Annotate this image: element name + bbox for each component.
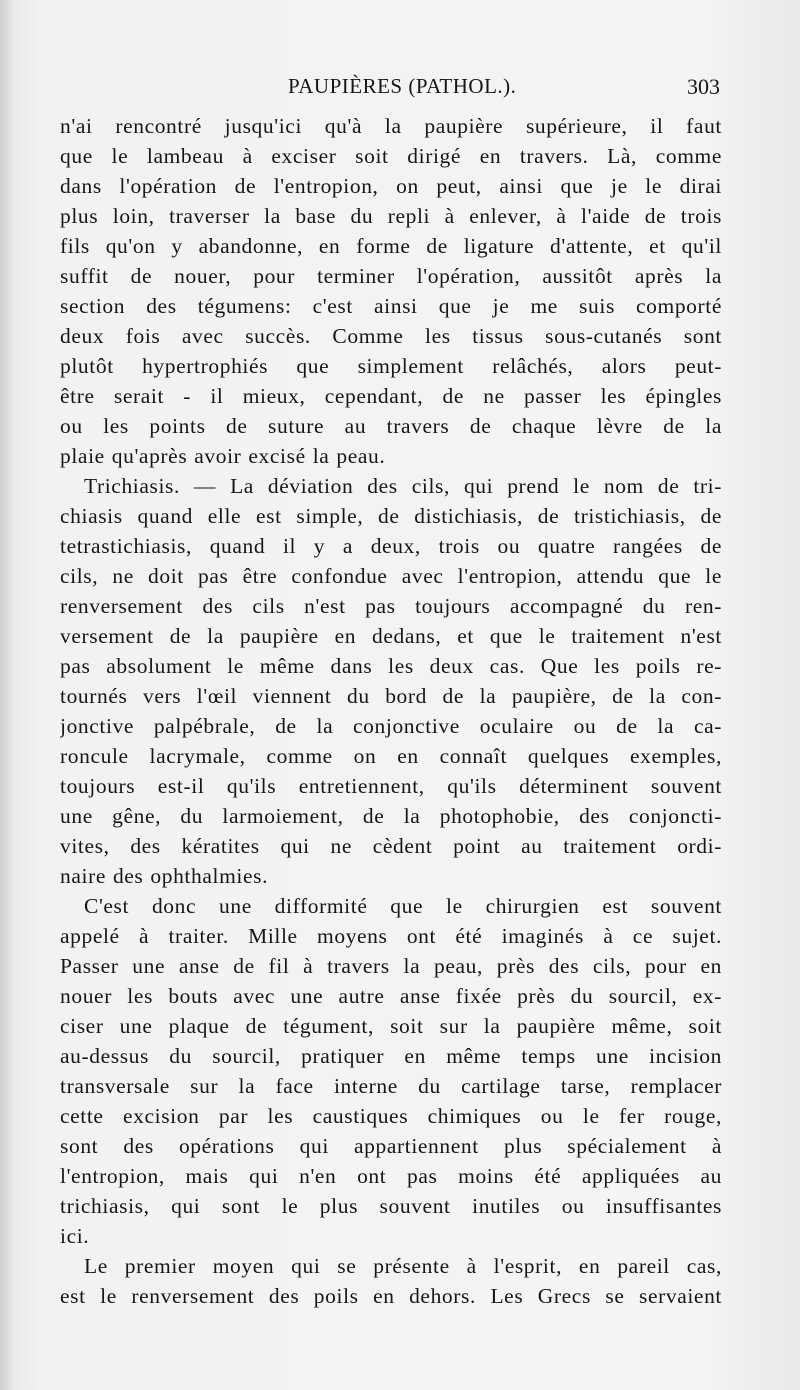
text-line: vites, des kératites qui ne cèdent point au traitement ordi- [60, 834, 722, 858]
text-line: sont des opérations qui appartiennent plus spécialement à [60, 1134, 722, 1158]
binding-shadow [0, 0, 14, 1390]
page-number: 303 [687, 74, 720, 99]
text-line: est le renversement des poils en dehors. Les Grecs se servaient [60, 1284, 722, 1308]
text-line: trichiasis, qui sont le plus souvent inutiles ou insuffisantes [60, 1194, 722, 1218]
page-header [60, 74, 720, 104]
text-line: que le lambeau à exciser soit dirigé en travers. Là, comme [60, 144, 722, 168]
text-line: cils, ne doit pas être confondue avec l'entropion, attendu que le [60, 564, 722, 588]
text-line: C'est donc une difformité que le chirurgien est souvent [84, 894, 722, 918]
text-line: l'entropion, mais qui n'en ont pas moins été appliquées au [60, 1164, 722, 1188]
text-line: dans l'opération de l'entropion, on peut, ainsi que je le dirai [60, 174, 722, 198]
text-line: renversement des cils n'est pas toujours accompagné du ren- [60, 594, 722, 618]
text-line: suffit de nouer, pour terminer l'opération, aussitôt après la [60, 264, 722, 288]
text-line: plutôt hypertrophiés que simplement relâchés, alors peut- [60, 354, 722, 378]
text-line: être serait - il mieux, cependant, de ne passer les épingles [60, 384, 722, 408]
text-line: section des tégumens: c'est ainsi que je me suis comporté [60, 294, 722, 318]
text-line: cette excision par les caustiques chimiques ou le fer rouge, [60, 1104, 722, 1128]
text-line: versement de la paupière en dedans, et que le traitement n'est [60, 624, 722, 648]
text-line: ciser une plaque de tégument, soit sur la paupière même, soit [60, 1014, 722, 1038]
text-line: roncule lacrymale, comme on en connaît quelques exemples, [60, 744, 722, 768]
text-line: jonctive palpébrale, de la conjonctive oculaire ou de la ca- [60, 714, 722, 738]
text-line: appelé à traiter. Mille moyens ont été imaginés à ce sujet. [60, 924, 722, 948]
text-line: ou les points de suture au travers de chaque lèvre de la [60, 414, 722, 438]
text-line: tournés vers l'œil viennent du bord de la paupière, de la con- [60, 684, 722, 708]
text-line: pas absolument le même dans les deux cas. Que les poils re- [60, 654, 722, 678]
body-text [60, 111, 722, 1311]
text-line: plaie qu'après avoir excisé la peau. [60, 444, 386, 468]
text-line: Passer une anse de fil à travers la peau, près des cils, pour en [60, 954, 722, 978]
text-line: toujours est-il qu'ils entretiennent, qu'ils déterminent souvent [60, 774, 722, 798]
text-line: plus loin, traverser la base du repli à enlever, à l'aide de trois [60, 204, 722, 228]
text-line: n'ai rencontré jusqu'ici qu'à la paupière supérieure, il faut [60, 114, 722, 138]
text-line: au-dessus du sourcil, pratiquer en même temps une incision [60, 1044, 722, 1068]
text-line: ici. [60, 1224, 90, 1248]
text-line: Trichiasis. — La déviation des cils, qui prend le nom de tri- [84, 474, 722, 498]
text-line: deux fois avec succès. Comme les tissus sous-cutanés sont [60, 324, 722, 348]
text-line: naire des ophthalmies. [60, 864, 269, 888]
text-line: transversale sur la face interne du cartilage tarse, remplacer [60, 1074, 722, 1098]
text-line: tetrastichiasis, quand il y a deux, trois ou quatre rangées de [60, 534, 722, 558]
text-line: fils qu'on y abandonne, en forme de ligature d'attente, et qu'il [60, 234, 722, 258]
running-title: PAUPIÈRES (PATHOL.). [288, 74, 517, 98]
text-line: chiasis quand elle est simple, de distichiasis, de tristichiasis, de [60, 504, 722, 528]
text-line: nouer les bouts avec une autre anse fixée près du sourcil, ex- [60, 984, 722, 1008]
text-line: Le premier moyen qui se présente à l'esprit, en pareil cas, [84, 1254, 722, 1278]
text-line: une gêne, du larmoiement, de la photophobie, des conjoncti- [60, 804, 722, 828]
